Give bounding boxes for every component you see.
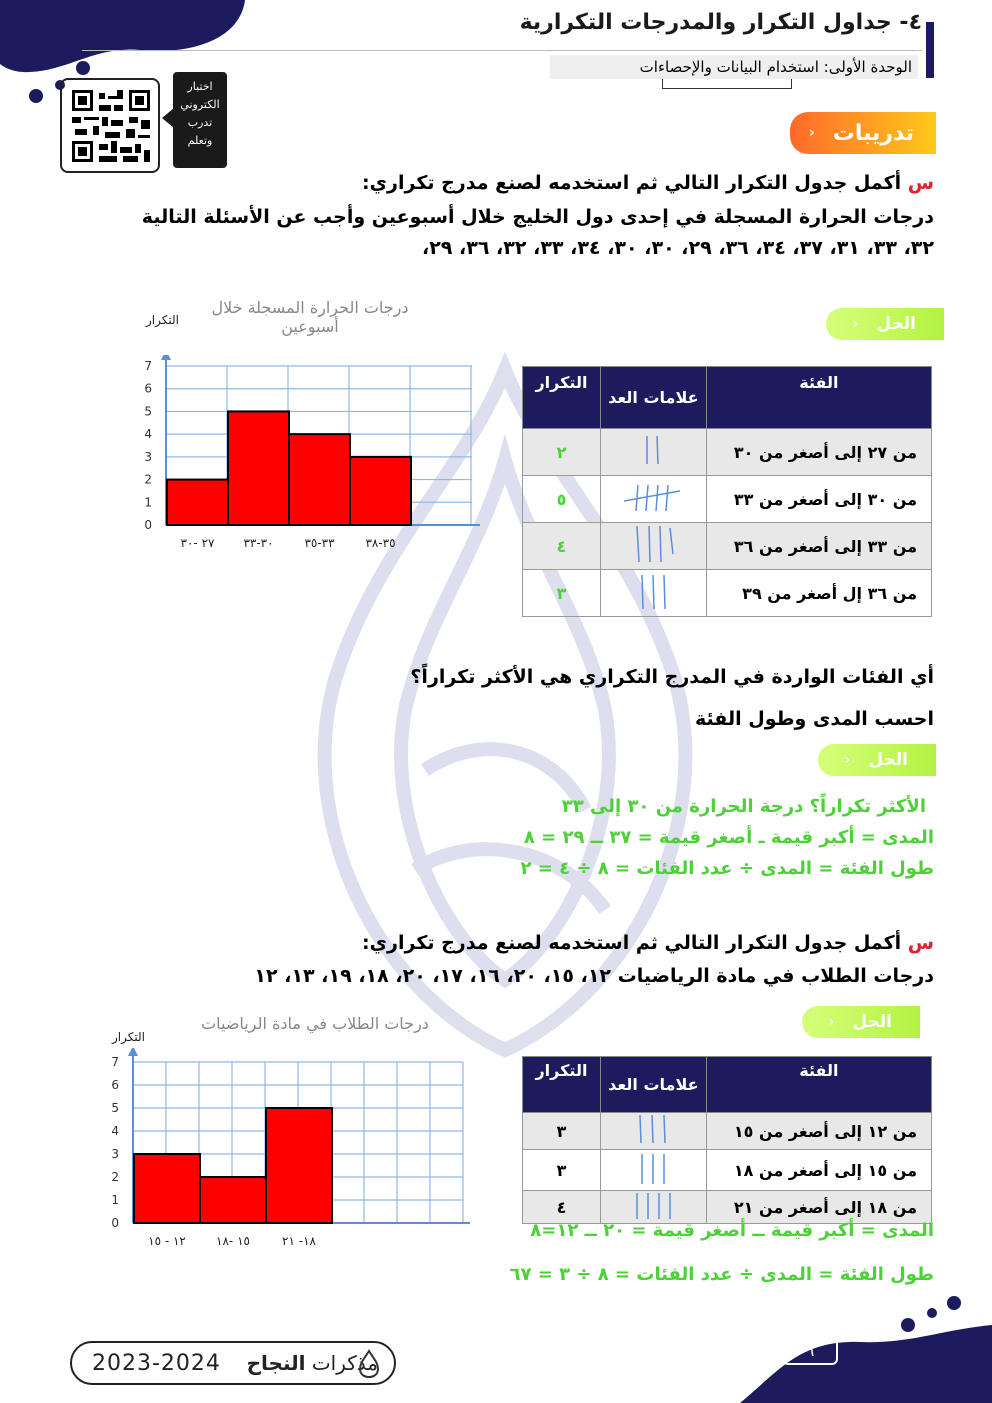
q1-ask-most-frequent: أي الفئات الواردة في المدرج التكراري هي الأكثر تكراراً؟ <box>410 666 934 688</box>
histogram-bar <box>228 411 289 525</box>
qr-card-line: الكتروني <box>180 98 220 111</box>
x-tick-label: ١٨- ٢١ <box>282 1234 316 1248</box>
table1-freq-cell: ٥ <box>523 476 601 523</box>
answer-most-frequent: الأكثر تكراراً؟ درجة الحرارة من ٣٠ إلى ٣٣ <box>561 796 926 817</box>
qr-card-line: تدرب <box>187 116 213 129</box>
qr-code-icon[interactable] <box>72 90 150 162</box>
exercises-tab-label: تدريبات <box>832 120 914 146</box>
table2-class-cell: من ١٢ إلى أصغر من ١٥ <box>706 1113 931 1150</box>
histogram-bar <box>266 1108 332 1223</box>
y-tick-label: 4 <box>144 427 152 442</box>
x-tick-label: ٢٧ -٣٠ <box>180 536 215 550</box>
y-tick-label: 5 <box>144 404 152 419</box>
footer-years: 2023-2024 <box>92 1350 221 1376</box>
q2-line2: درجات الطلاب في مادة الرياضيات ١٢، ١٥، ٢٠، ١٦، ١٧، ٢٠، ١٨، ١٩، ١٣، ١٢ <box>254 965 934 987</box>
histogram-bar <box>134 1154 200 1223</box>
table2-class-cell: من ١٥ إلى أصغر من ١٨ <box>706 1150 931 1191</box>
tally-marks-icon <box>628 1113 678 1145</box>
table-row <box>523 523 932 570</box>
solution-tab-label: الحل <box>852 1012 892 1032</box>
q1-ask-range: احسب المدى وطول الفئة <box>695 708 934 730</box>
x-tick-label: ٣٥-٣٨ <box>365 536 396 550</box>
y-axis-arrow <box>161 355 171 360</box>
table2-header-tally: علامات العد <box>600 1057 706 1113</box>
table1-freq-cell: ٢ <box>523 429 601 476</box>
q1-data-values: ٣٢، ٣٣، ٣١، ٣٧، ٣٤، ٣٦، ٢٩، ٣٠، ٣٠، ٣٤، ٣٣، ٣٢، ٣٦، ٢٩، <box>421 237 934 259</box>
chart2-title: درجات الطلاب في مادة الرياضيات <box>201 1014 429 1033</box>
chart2-ylabel: التكرار <box>112 1030 145 1044</box>
table1-class-cell: من ٢٧ إلى أصغر من ٣٠ <box>706 429 931 476</box>
chevron-left-icon: ‹ <box>828 1014 835 1030</box>
table2-freq-cell: ٣ <box>523 1150 601 1191</box>
chevron-left-icon: ‹ <box>844 752 851 768</box>
footer-brand-name: النجاح <box>246 1351 306 1375</box>
tally-marks-icon <box>628 1150 678 1186</box>
table1-class-cell: من ٣٦ إل أصغر من ٣٩ <box>706 570 931 617</box>
question-marker: س <box>907 932 934 954</box>
title-divider <box>82 50 922 51</box>
table2-freq-cell: ٤ <box>523 1191 601 1224</box>
histogram-bar <box>200 1177 266 1223</box>
tally-marks <box>600 1150 706 1191</box>
y-tick-label: 5 <box>111 1101 119 1115</box>
tally-marks-icon <box>623 524 683 564</box>
question-marker: س <box>907 172 934 194</box>
histogram-chart-1 <box>130 355 480 560</box>
answer-range: المدى = أكبر قيمة ـ أصغر قيمة = ٣٧ ــ ٢٩ = ٨ <box>523 827 934 848</box>
page-title: ٤- جداول التكرار والمدرجات التكرارية <box>519 10 922 35</box>
y-tick-label: 0 <box>111 1216 119 1230</box>
table-row <box>523 476 932 523</box>
y-axis-arrow <box>128 1048 138 1056</box>
footer-brand-pill <box>70 1341 396 1385</box>
q2-line1 <box>362 932 934 954</box>
title-accent-bar <box>926 22 934 78</box>
answer-class-width: طول الفئة = المدى ÷ عدد الفئات = ٨ ÷ ٤ = ٢ <box>520 858 934 879</box>
y-tick-label: 7 <box>144 359 152 373</box>
table1-class-cell: من ٣٣ إلى أصغر من ٣٦ <box>706 523 931 570</box>
exercises-tab <box>790 112 936 154</box>
q1-line1-text: أكمل جدول التكرار التالي ثم استخدمه لصنع مدرج تكراري: <box>362 172 902 194</box>
table1-header-freq: التكرار <box>523 367 601 429</box>
y-tick-label: 4 <box>111 1124 119 1138</box>
tally-marks <box>600 570 706 617</box>
y-tick-label: 1 <box>111 1193 119 1207</box>
histogram-chart-2 <box>100 1048 470 1253</box>
chart1-ylabel: التكرار <box>146 313 179 327</box>
y-tick-label: 0 <box>144 518 152 532</box>
x-tick-label: ٣٠-٣٣ <box>243 536 274 550</box>
table-row <box>523 1150 932 1191</box>
chevron-left-icon: ‹ <box>852 316 859 332</box>
table-row <box>523 1113 932 1150</box>
solution-tab-label: الحل <box>876 314 916 334</box>
q2-line1-text: أكمل جدول التكرار التالي ثم استخدمه لصنع مدرج تكراري: <box>362 932 902 954</box>
unit-label: الوحدة الأولى: استخدام البيانات والإحصاءات <box>550 55 918 79</box>
qr-card[interactable] <box>173 72 227 168</box>
histogram-bar <box>350 457 411 525</box>
qr-card-line: اختبار <box>187 80 213 93</box>
table-row <box>523 570 932 617</box>
y-tick-label: 1 <box>144 495 152 510</box>
histogram-bar <box>289 434 350 525</box>
unit-bracket <box>662 79 792 89</box>
table1-header-class: الفئة <box>706 367 931 429</box>
frequency-table-2 <box>522 1056 932 1224</box>
footer-brand-prefix: مذكرات <box>311 1351 378 1375</box>
decorative-blob-bottom <box>740 1290 992 1403</box>
table2-freq-cell: ٣ <box>523 1113 601 1150</box>
histogram-bar <box>167 480 228 525</box>
frequency-table-1 <box>522 366 932 617</box>
table2-header-class: الفئة <box>706 1057 931 1113</box>
tally-marks-icon <box>628 571 678 611</box>
solution-tab-1 <box>826 308 944 340</box>
tally-marks-icon <box>618 479 688 515</box>
chevron-left-icon: ‹ <box>808 125 815 141</box>
x-tick-label: ٣٣-٣٥ <box>304 536 335 550</box>
solution-tab-2 <box>818 744 936 776</box>
brand-logo-icon <box>356 1349 382 1379</box>
table1-freq-cell: ٣ <box>523 570 601 617</box>
table2-class-cell: من ١٨ إلى أصغر من ٢١ <box>706 1191 931 1224</box>
solution-tab-label: الحل <box>868 750 908 770</box>
q2-answer-range: المدى = أكبر قيمة ــ أصغر قيمة = ٢٠ ــ ١٢=٨ <box>530 1220 934 1241</box>
table1-class-cell: من ٣٠ إلى أصغر من ٣٣ <box>706 476 931 523</box>
tally-marks <box>600 476 706 523</box>
chart1-title: درجات الحرارة المسجلة خلال أسبوعين <box>211 298 409 336</box>
y-tick-label: 2 <box>144 472 152 487</box>
page-number: ٦ <box>782 1337 838 1365</box>
qr-card-line: وتعلم <box>187 134 213 147</box>
q1-line1 <box>362 172 934 194</box>
y-tick-label: 3 <box>111 1147 119 1161</box>
tally-marks <box>600 1191 706 1224</box>
y-tick-label: 6 <box>144 381 152 396</box>
q2-answer-class-width: طول الفئة = المدى ÷ عدد الفئات = ٨ ÷ ٣ = ٦٧ <box>509 1264 934 1285</box>
table1-header-tally: علامات العد <box>600 367 706 429</box>
y-tick-label: 6 <box>111 1078 119 1092</box>
y-tick-label: 3 <box>144 449 152 464</box>
table2-header-freq: التكرار <box>523 1057 601 1113</box>
tally-marks <box>600 429 706 476</box>
x-tick-label: ١٥ -١٨ <box>216 1234 250 1248</box>
solution-tab-3 <box>802 1006 920 1038</box>
tally-marks <box>600 523 706 570</box>
y-tick-label: 7 <box>111 1055 119 1069</box>
tally-marks <box>600 1113 706 1150</box>
q1-line2: درجات الحرارة المسجلة في إحدى دول الخليج خلال أسبوعين وأجب عن الأسئلة التالية <box>141 206 934 228</box>
table-row <box>523 429 932 476</box>
y-tick-label: 2 <box>111 1170 119 1184</box>
table-row <box>523 1191 932 1224</box>
table1-freq-cell: ٤ <box>523 523 601 570</box>
x-tick-label: ١٢ - ١٥ <box>148 1234 186 1248</box>
qr-frame <box>60 78 160 173</box>
tally-marks-icon <box>623 1191 683 1219</box>
tally-marks-icon <box>633 432 673 468</box>
